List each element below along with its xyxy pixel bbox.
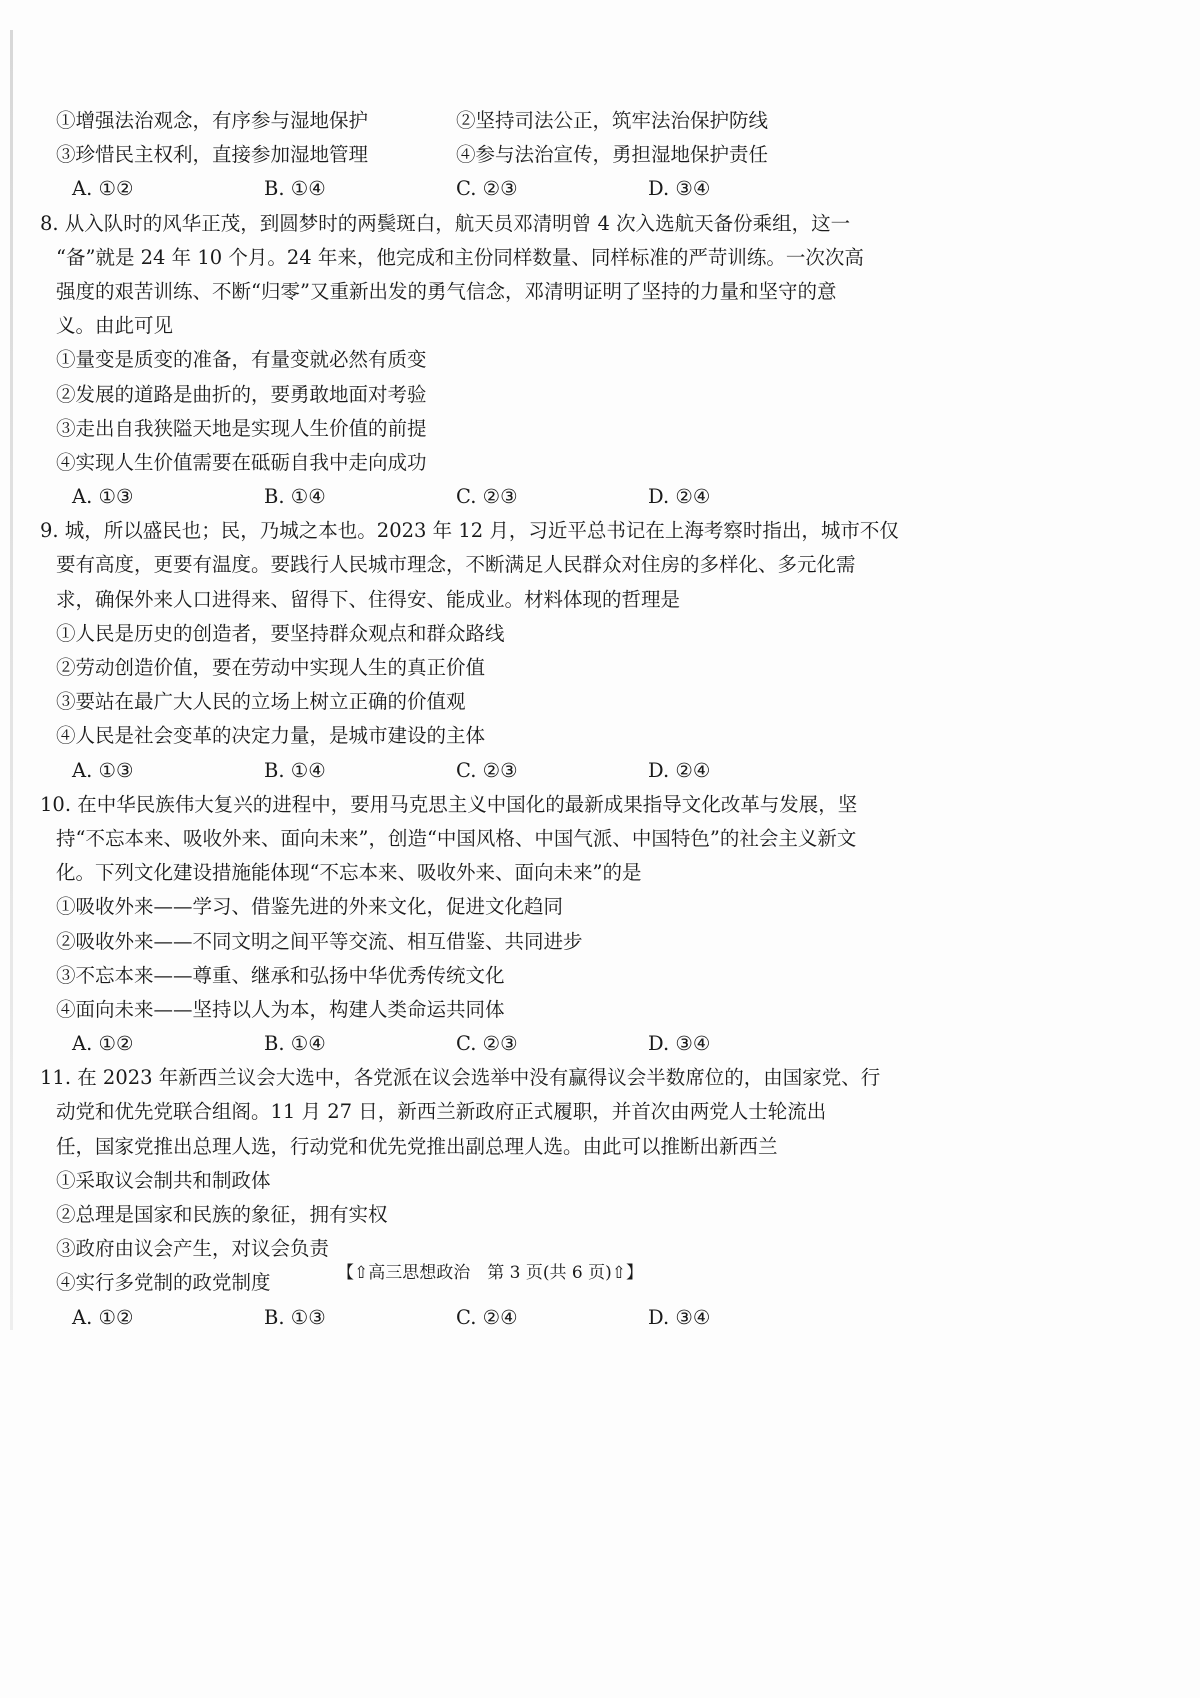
q10-choices (40, 1027, 870, 1061)
q8-option-1: ①量变是质变的准备，有量变就必然有质变 (56, 348, 427, 372)
q8-stem-line: 8. 从入队时的风华正茂，到圆梦时的两鬓斑白，航天员邓清明曾 4 次入选航天备份乘组，这一 (40, 211, 851, 235)
page-number-label: 【⇧高三思想政治 第 3 页(共 6 页)⇧】 (337, 1263, 643, 1283)
q8-stem-line: “备”就是 24 年 10 个月。24 年来，他完成和主份同样数量、同样标准的严苛训练。一次次高 (56, 245, 864, 269)
q9-stem-line: 要有高度，更要有温度。要践行人民城市理念，不断满足人民群众对住房的多样化、多元化需 (56, 553, 856, 577)
q10-stem-line: 化。下列文化建设措施能体现“不忘本来、吸收外来、面向未来”的是 (56, 861, 642, 885)
q9-option-4: ④人民是社会变革的决定力量，是城市建设的主体 (56, 724, 486, 748)
question-8 (40, 207, 870, 515)
q8-option-4: ④实现人生价值需要在砥砺自我中走向成功 (56, 450, 427, 474)
q7-choice-a: A. ①② (72, 177, 134, 201)
q11-choice-b: B. ①③ (264, 1305, 326, 1329)
q9-choice-a: A. ①③ (72, 758, 134, 782)
q8-stem-line: 强度的艰苦训练、不断“归零”又重新出发的勇气信念，邓清明证明了坚持的力量和坚守的意 (56, 279, 837, 303)
page-content (40, 104, 899, 1335)
q9-option-1: ①人民是历史的创造者，要坚持群众观点和群众路线 (56, 621, 505, 645)
q10-option-1: ①吸收外来——学习、借鉴先进的外来文化，促进文化趋同 (56, 895, 564, 919)
q7-choice-d: D. ③④ (648, 177, 711, 201)
q11-option-1: ①采取议会制共和制政体 (56, 1168, 271, 1192)
q8-choice-d: D. ②④ (648, 485, 711, 509)
q11-choice-d: D. ③④ (648, 1305, 711, 1329)
q10-option-3: ③不忘本来——尊重、继承和弘扬中华优秀传统文化 (56, 963, 505, 987)
q9-stem-line: 求，确保外来人口进得来、留得下、住得安、能成业。材料体现的哲理是 (56, 587, 681, 611)
q7-option-1: ①增强法治观念，有序参与湿地保护 (56, 109, 369, 132)
q10-choice-a: A. ①② (72, 1032, 134, 1056)
q8-option-2: ②发展的道路是曲折的，要勇敢地面对考验 (56, 382, 427, 406)
q8-choices (40, 480, 870, 514)
question-11 (40, 1061, 881, 1335)
q11-option-2: ②总理是国家和民族的象征，拥有实权 (56, 1203, 388, 1226)
q7-option-4: ④参与法治宣传，勇担湿地保护责任 (456, 143, 769, 167)
q9-choice-d: D. ②④ (648, 758, 711, 782)
scan-edge (10, 30, 13, 1330)
q7-option-3: ③珍惜民主权利，直接参加湿地管理 (56, 143, 369, 167)
q9-option-3: ③要站在最广大人民的立场上树立正确的价值观 (56, 690, 466, 714)
q8-choice-c: C. ②③ (456, 485, 518, 509)
q10-choice-b: B. ①④ (264, 1032, 326, 1056)
q10-choice-c: C. ②③ (456, 1032, 518, 1056)
q9-option-2: ②劳动创造价值，要在劳动中实现人生的真正价值 (56, 656, 486, 679)
q8-option-3: ③走出自我狭隘天地是实现人生价值的前提 (56, 416, 427, 440)
q11-choice-a: A. ①② (72, 1305, 134, 1329)
q7-option-2: ②坚持司法公正，筑牢法治保护防线 (456, 109, 769, 132)
q11-choices (40, 1301, 870, 1335)
q8-choice-b: B. ①④ (264, 485, 326, 509)
q11-stem-line: 11. 在 2023 年新西兰议会大选中，各党派在议会选举中没有赢得议会半数席位的，由国家党、行 (40, 1066, 881, 1090)
q7-choices (40, 172, 870, 206)
q7-choice-b: B. ①④ (264, 177, 326, 201)
q11-choice-c: C. ②④ (456, 1305, 518, 1329)
q11-stem-line: 任，国家党推出总理人选，行动党和优先党推出副总理人选。由此可以推断出新西兰 (56, 1134, 778, 1158)
q10-stem-line: 10. 在中华民族伟大复兴的进程中，要用马克思主义中国化的最新成果指导文化改革与发展，坚 (40, 792, 858, 816)
q10-stem-line: 持“不忘本来、吸收外来、面向未来”，创造“中国风格、中国气派、中国特色”的社会主义新文 (56, 826, 857, 850)
q10-choice-d: D. ③④ (648, 1032, 711, 1056)
q11-stem-line: 动党和优先党联合组阁。11 月 27 日，新西兰新政府正式履职，并首次由两党人士轮流出 (56, 1100, 827, 1124)
question-10 (40, 788, 870, 1062)
q9-choice-c: C. ②③ (456, 758, 518, 782)
q9-choices (40, 754, 870, 788)
q7-choice-c: C. ②③ (456, 177, 518, 201)
q9-choice-b: B. ①④ (264, 758, 326, 782)
q9-stem-line: 9. 城，所以盛民也；民，乃城之本也。2023 年 12 月，习近平总书记在上海考察时指出，城市不仅 (40, 519, 899, 543)
page-footer (0, 1258, 1090, 1283)
q11-option-3: ③政府由议会产生，对议会负责 (56, 1237, 330, 1261)
q8-stem-line: 义。由此可见 (56, 314, 174, 338)
q11-option-4: ④实行多党制的政党制度 (56, 1271, 271, 1295)
q8-choice-a: A. ①③ (72, 485, 134, 509)
q10-option-2: ②吸收外来——不同文明之间平等交流、相互借鉴、共同进步 (56, 929, 583, 953)
question-9 (40, 514, 899, 788)
q10-option-4: ④面向未来——坚持以人为本，构建人类命运共同体 (56, 997, 505, 1021)
question-7-tail (40, 104, 870, 207)
